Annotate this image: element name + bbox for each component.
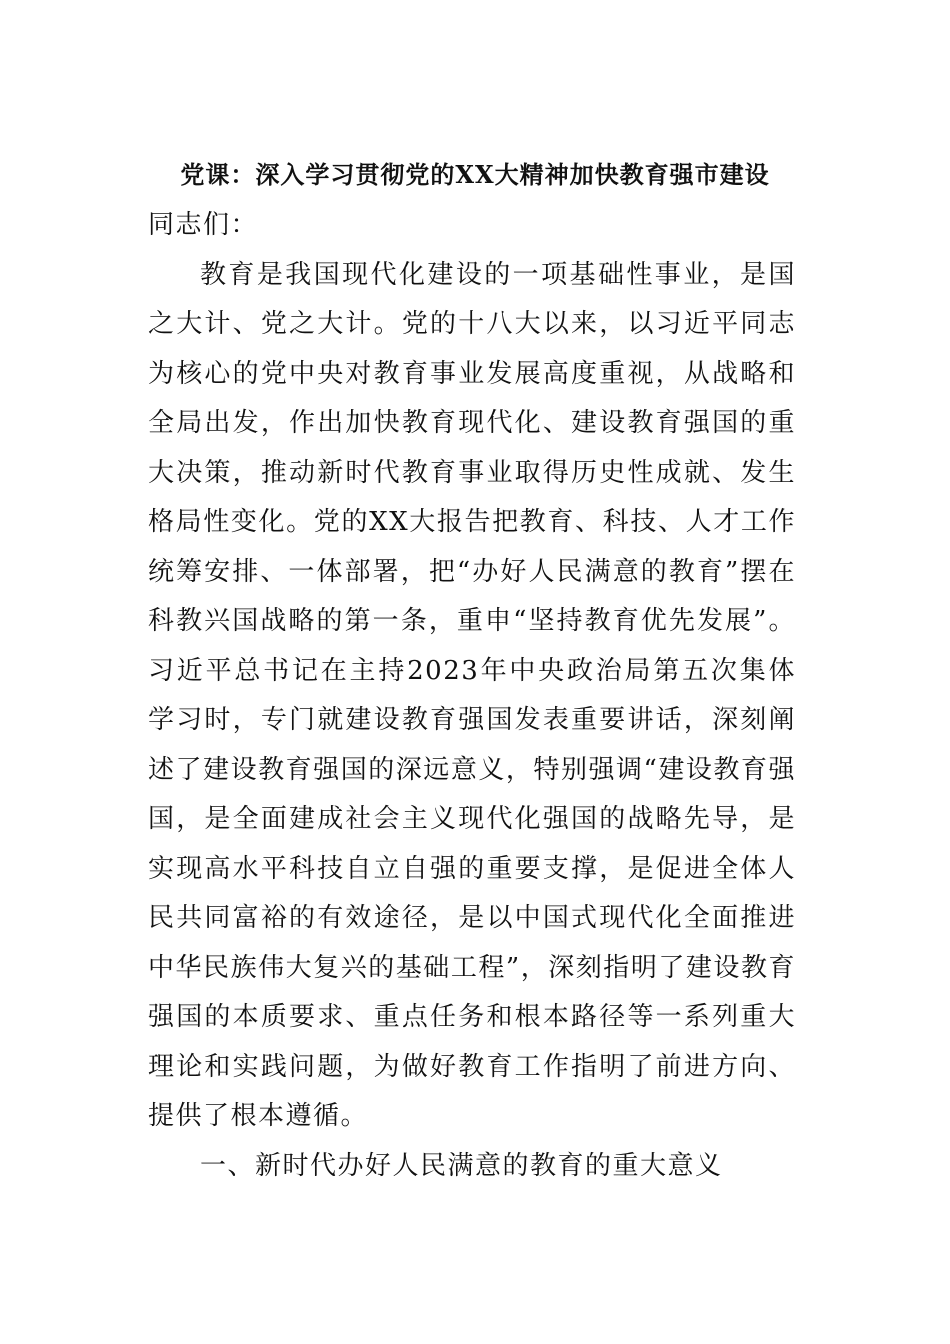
greeting-line: 同志们： [148, 210, 259, 240]
section-heading: 一、新时代办好人民满意的教育的重大意义 [200, 1150, 723, 1181]
document-body [148, 201, 796, 1191]
document-title: 党课：深入学习贯彻党的XX大精神加快教育强市建设 [180, 160, 770, 189]
body-paragraph: 教育是我国现代化建设的一项基础性事业，是国之大计、党之大计。党的十八大以来，以习近平同志为核心的党中央对教育事业发展高度重视，从战略和全局出发，作出加快教育现代化、建设教育强国的重大决策，推动新时代教育事业取得历史性成就、发生格局性变化。党的XX大报告把教育、科技、人才工作统筹安排、一体部署，把“办好人民满意的教育”摆在科教兴国战略的第一条，重申“坚持教育优先发展”。习近平总书记在主持2023年中央政治局第五次集体学习时，专门就建设教育强国发表重要讲话，深刻阐述了建设教育强国的深远意义，特别强调“建设教育强国，是全面建成社会主义现代化强国的战略先导，是实现高水平科技自立自强的重要支撑，是促进全体人民共同富裕的有效途径，是以中国式现代化全面推进中华民族伟大复兴的基础工程”，深刻指明了建设教育强国的本质要求、重点任务和根本路径等一系列重大理论和实践问题，为做好教育工作指明了前进方向、提供了根本遵循。 [148, 259, 796, 1131]
